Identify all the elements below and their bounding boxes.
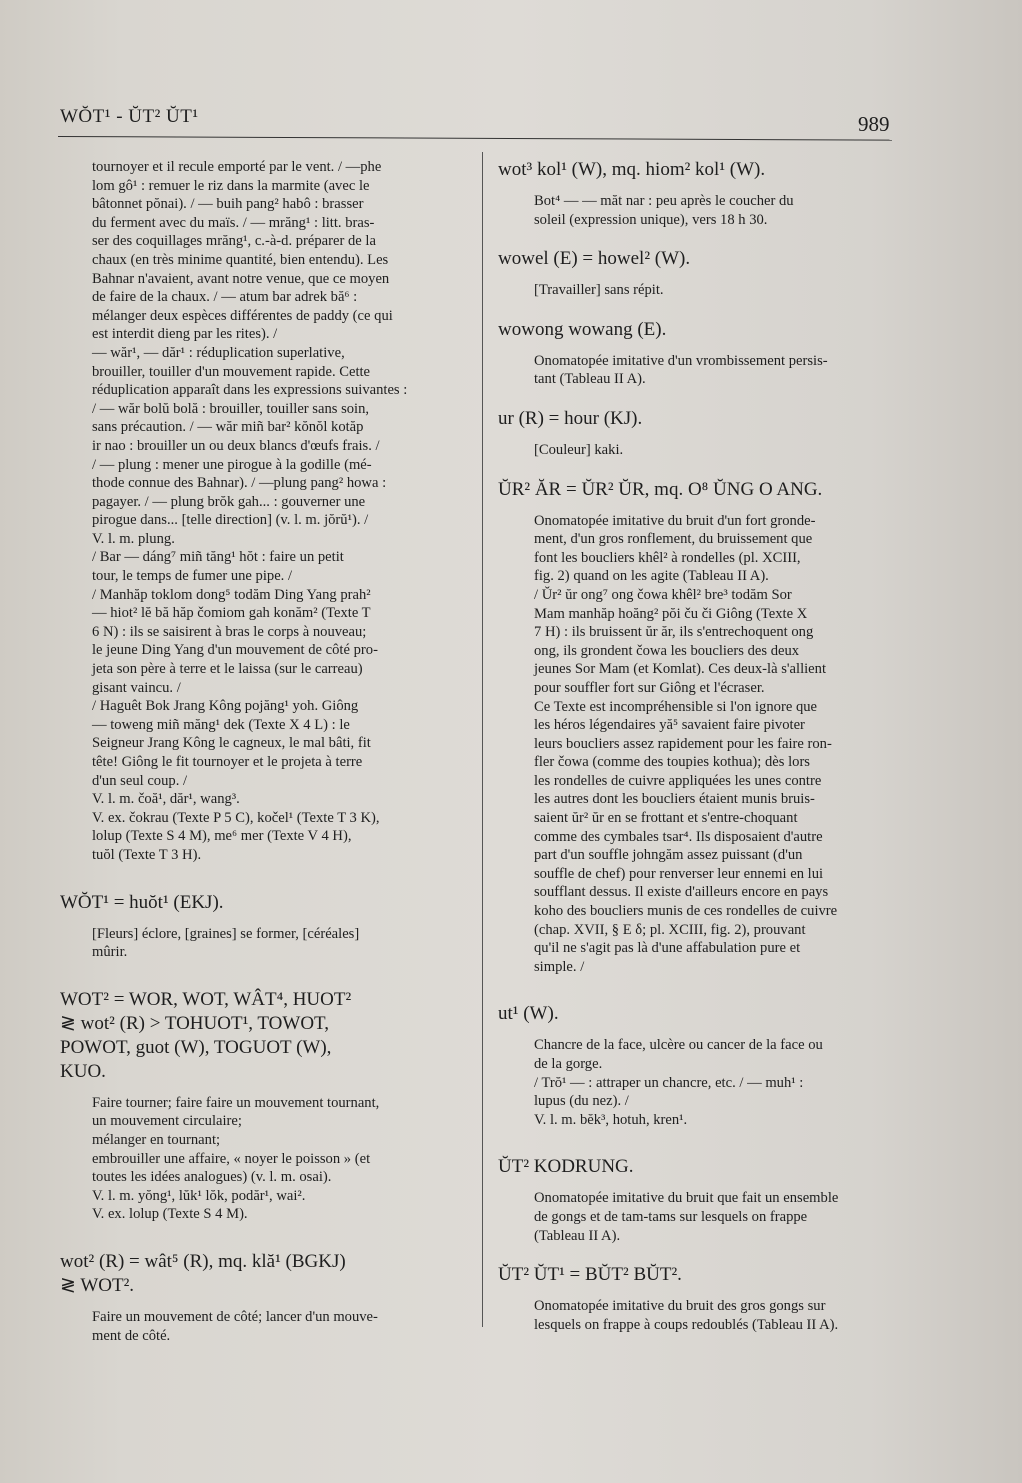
- text-line: brouiller, touiller d'un mouvement rapide. Cette: [92, 363, 371, 380]
- text-line: tour, le temps de fumer une pipe. /: [92, 568, 293, 585]
- text-line: tournoyer et il recule emporté par le vent. / —phe: [92, 159, 382, 175]
- text-line: Onomatopée imitative du bruit d'un fort gronde-: [534, 512, 816, 529]
- text-line: / Manhăp toklom dong⁵ todăm Ding Yang prah²: [92, 586, 371, 603]
- text-line: toutes les idées analogues) (v. l. m. osai).: [92, 1169, 332, 1186]
- text-line: part d'un souffle johngăm assez puissant (d'un: [534, 847, 803, 864]
- text-line: / — wăr bolŭ bolă : brouiller, touiller sans soin,: [92, 400, 370, 417]
- entry-ur2-ar: [498, 478, 894, 977]
- text-line: Seigneur Jrang Kông le cagneux, le mal bâti, fit: [92, 735, 371, 752]
- text-line: / Ŭr² ŭr ong⁷ ong čowa khêl² bre³ todăm Sor: [534, 586, 792, 603]
- text-line: simple. /: [534, 958, 585, 975]
- entry-ut2-kodrung: [498, 1155, 894, 1245]
- text-line: soufflant dessus. Il existe d'ailleurs encore en pays: [534, 884, 829, 901]
- text-line: Mam manhăp hoăng² pŏi ču či Giông (Texte X: [534, 605, 808, 622]
- entry-wot2-r: [60, 1250, 462, 1345]
- text-line: [Couleur] kaki.: [534, 441, 624, 458]
- text-line: d'un seul coup. /: [92, 772, 188, 789]
- text-line: pour souffler fort sur Giông et l'écraser.: [534, 679, 765, 696]
- continuation-block: [92, 158, 462, 865]
- text-line: — hiot² lĕ bă hăp čomiom gah konăm² (Texte T: [92, 605, 371, 622]
- entry-heading: ut¹ (W).: [498, 1003, 559, 1025]
- text-line: koho des boucliers munis de ces rondelles de cuivre: [534, 903, 838, 920]
- text-line: V. l. m. yŏng¹, lŭk¹ lŏk, podăr¹, wai².: [92, 1187, 306, 1204]
- entry-ut2-ut1: [498, 1263, 894, 1334]
- text-line: V. l. m. plung.: [92, 530, 175, 547]
- text-line: embrouiller une affaire, « noyer le poisson » (et: [92, 1150, 371, 1167]
- text-line: fig. 2) quand on les agite (Tableau II A).: [534, 568, 769, 585]
- text-line: lesquels on frappe à coups redoublés (Tableau II A).: [534, 1316, 839, 1333]
- text-line: Bot⁴ — — măt nar : peu après le coucher du: [534, 193, 794, 209]
- entry-wot2: [60, 988, 462, 1224]
- text-line: / Bar — dáng⁷ miñ tăng¹ hŏt : faire un petit: [92, 549, 344, 566]
- text-line: chaux (en très minime quantité, bien entendu). Les: [92, 251, 389, 268]
- text-line: Chancre de la face, ulcère ou cancer de la face ou: [534, 1037, 823, 1054]
- text-line: / Haguêt Bok Jrang Kông pojăng¹ yoh. Giông: [92, 698, 359, 715]
- entry-wot1: [60, 891, 462, 962]
- entry-heading: wot² (R) = wât⁵ (R), mq. klă¹ (BGKJ): [60, 1250, 346, 1272]
- entry-heading: ŬR² ĂR = ŬR² ŬR, mq. O⁸ ŬNG O ANG.: [498, 478, 823, 500]
- text-line: tant (Tableau II A).: [534, 371, 646, 388]
- text-line: réduplication apparaît dans les expressions suivantes :: [92, 382, 408, 399]
- text-line: Faire un mouvement de côté; lancer d'un mouve-: [92, 1308, 378, 1325]
- text-line: comme des cymbales tsar⁴. Ils disposaient d'autre: [534, 828, 823, 845]
- entry-wowel: [498, 247, 894, 300]
- entry-heading: wot³ kol¹ (W), mq. hiom² kol¹ (W).: [498, 159, 766, 180]
- text-line: les héros légendaires yă⁵ savaient faire pivoter: [534, 717, 805, 734]
- text-line: V. l. m. bĕk³, hotuh, kren¹.: [534, 1111, 688, 1128]
- text-line: sans précaution. / — wăr miñ bar² kŏnŏl kotăp: [92, 419, 364, 436]
- entry-heading: ŬT² KODRUNG.: [498, 1156, 634, 1178]
- text-line: bâtonnet pŏnai). / — buih pang² habô : brasser: [92, 196, 364, 213]
- text-line: ong, ils grondent čowa les boucliers des deux: [534, 642, 800, 659]
- text-line: font les boucliers khêl² à rondelles (pl. XCIII,: [534, 549, 801, 566]
- text-line: ment de côté.: [92, 1327, 171, 1344]
- text-line: de gongs et de tam-tams sur lesquels on frappe: [534, 1208, 808, 1225]
- entry-heading: wowel (E) = howel² (W).: [498, 248, 691, 270]
- text-line: pagayer. / — plung brŏk gah... : gouverner une: [92, 493, 366, 510]
- text-line: mûrir.: [92, 944, 128, 961]
- text-line: Onomatopée imitative d'un vrombissement persis-: [534, 352, 828, 369]
- column-divider: [482, 152, 483, 1327]
- entry-wot3: [498, 158, 894, 229]
- text-line: ir nao : brouiller un ou deux blancs d'œufs frais. /: [92, 437, 380, 454]
- text-line: souffle de chef) pour renverser leur ennemi en lui: [534, 865, 824, 882]
- text-line: jeunes Sor Mam (et Komlat). Ces deux-là s'allient: [534, 661, 827, 678]
- text-line: [Travailler] sans répit.: [534, 282, 664, 299]
- text-line: qu'il ne s'agit pas là d'une affabulation pure et: [534, 940, 801, 957]
- running-header: WŎT¹ - ŬT² ŬT¹: [60, 106, 199, 127]
- entry-heading: WOT² = WOR, WOT, WÂT⁴, HUOT²: [60, 988, 352, 1010]
- text-line: thode connue des Bahnar). / —plung pang² howa :: [92, 475, 387, 492]
- text-line: [Fleurs] éclore, [graines] se former, [céréales]: [92, 925, 360, 942]
- text-line: gisant vaincu. /: [92, 679, 181, 696]
- text-line: 6 N) : ils se saisirent à bras le corps à nouveau;: [92, 623, 367, 640]
- entry-heading: POWOT, guot (W), TOGUOT (W),: [60, 1036, 332, 1058]
- text-line: pirogue dans... [telle direction] (v. l. m. jŏrŭ¹). /: [92, 512, 369, 529]
- text-line: Bahnar n'avaient, avant notre venue, que ce moyen: [92, 270, 390, 287]
- text-line: — wăr¹, — dăr¹ : réduplication superlative,: [92, 344, 345, 361]
- text-line: fler čowa (comme des toupies kothua); dès lors: [534, 754, 810, 771]
- text-line: lolup (Texte S 4 M), me⁶ mer (Texte V 4 H),: [92, 828, 352, 845]
- text-line: (chap. XVII, § E δ; pl. XCIII, fig. 2), prouvant: [534, 921, 806, 938]
- entry-ur: [498, 407, 894, 460]
- text-line: / — plung : mener une pirogue à la godille (mé-: [92, 456, 372, 473]
- entry-ut1: [498, 1002, 894, 1129]
- entry-heading: wowong wowang (E).: [498, 318, 667, 340]
- entry-heading: ur (R) = hour (KJ).: [498, 407, 643, 429]
- text-line: les rondelles de cuivre appliquées les unes contre: [534, 772, 822, 789]
- text-line: — toweng miñ măng¹ dek (Texte X 4 L) : le: [92, 716, 350, 733]
- text-line: est interdit dieng par les rites). /: [92, 326, 278, 343]
- entry-heading: KUO.: [60, 1060, 106, 1082]
- text-line: les autres dont les boucliers étaient munis bruis-: [534, 791, 815, 808]
- text-line: le jeune Ding Yang d'un mouvement de côté pro-: [92, 642, 378, 659]
- page-number: 989: [858, 112, 890, 136]
- entry-wowong: [498, 318, 894, 389]
- left-column: [60, 158, 462, 1345]
- text-line: ser des coquillages mrăng¹, c.-à-d. préparer de la: [92, 233, 376, 250]
- text-line: (Tableau II A).: [534, 1227, 621, 1244]
- text-line: soleil (expression unique), vers 18 h 30.: [534, 211, 768, 228]
- text-line: ment, d'un gros ronflement, du bruissement que: [534, 531, 813, 548]
- right-column: [498, 158, 894, 1334]
- text-line: Ce Texte est incompréhensible si l'on ignore que: [534, 698, 818, 715]
- text-line: Onomatopée imitative du bruit des gros gongs sur: [534, 1298, 826, 1315]
- text-line: / Trŏ¹ — : attraper un chancre, etc. / — muh¹ :: [534, 1074, 804, 1091]
- text-line: V. ex. lolup (Texte S 4 M).: [92, 1206, 248, 1223]
- text-line: V. l. m. čoă¹, dăr¹, wang³.: [92, 791, 240, 808]
- text-line: V. ex. čokrau (Texte P 5 C), kočel¹ (Texte T 3 K),: [92, 809, 380, 826]
- text-line: tête! Giông le fit tournoyer et le projeta à terre: [92, 754, 363, 770]
- text-line: mélanger en tournant;: [92, 1131, 221, 1148]
- entry-heading: ≷ WOT².: [60, 1274, 135, 1296]
- entry-heading: ŬT² ŬT¹ = BŬT² BŬT².: [498, 1264, 682, 1286]
- text-line: tuŏl (Texte T 3 H).: [92, 846, 202, 863]
- text-line: saient ŭr² ŭr en se frottant et s'entre-choquant: [534, 810, 798, 827]
- text-line: leurs boucliers assez rapidement pour les faire ron-: [534, 735, 832, 752]
- text-line: Onomatopée imitative du bruit que fait un ensemble: [534, 1190, 839, 1207]
- text-line: lom gô¹ : remuer le riz dans la marmite (avec le: [92, 177, 370, 194]
- text-line: de faire de la chaux. / — atum bar adrek bă⁶ :: [92, 289, 358, 306]
- entry-heading: ≷ wot² (R) > TOHUOT¹, TOWOT,: [60, 1012, 330, 1034]
- header-rule: [58, 136, 892, 141]
- entry-heading: WŎT¹ = huŏt¹ (EKJ).: [60, 891, 224, 913]
- text-line: 7 H) : ils bruissent ŭr ăr, ils s'entrechoquent ong: [534, 624, 814, 641]
- text-line: jeta son père à terre et le laissa (sur le carreau): [92, 661, 363, 678]
- text-line: de la gorge.: [534, 1056, 603, 1072]
- text-line: Faire tourner; faire faire un mouvement tournant,: [92, 1094, 380, 1111]
- text-line: du ferment avec du maïs. / — mrăng¹ : litt. bras-: [92, 214, 375, 231]
- text-line: lupus (du nez). /: [534, 1093, 629, 1110]
- text-line: un mouvement circulaire;: [92, 1113, 242, 1130]
- text-line: mélanger deux espèces différentes de paddy (ce qui: [92, 307, 393, 324]
